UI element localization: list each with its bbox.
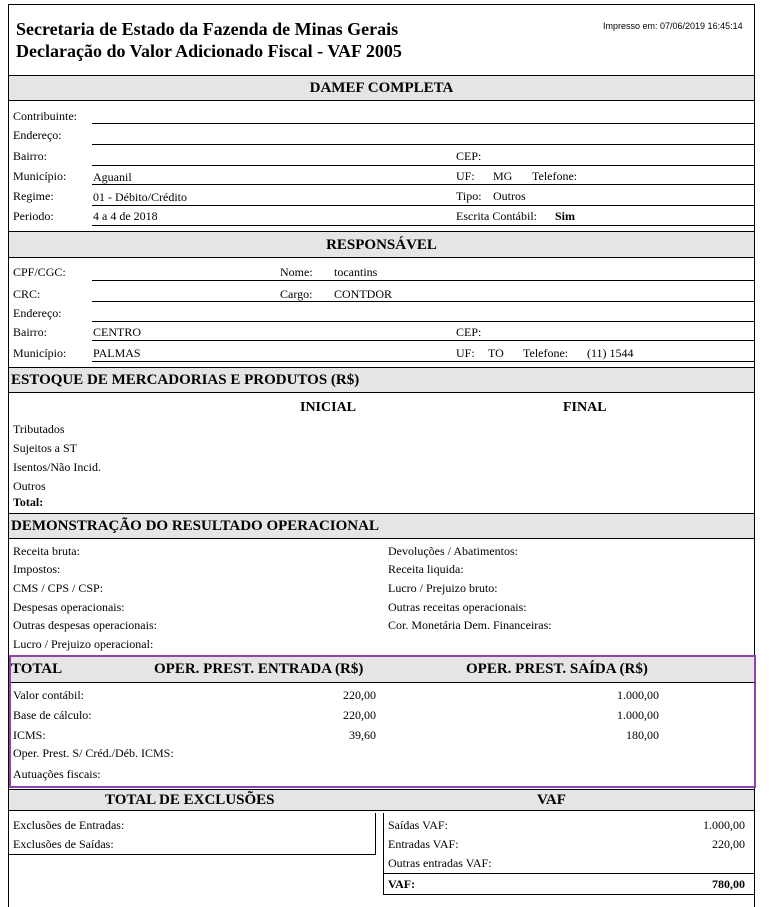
estoque-total-label: Total: [13, 495, 44, 509]
resp-uf-label: UF: [456, 346, 475, 360]
total-row-icms-entrada: 39,60 [349, 728, 376, 742]
dem-impostos: Impostos: [13, 562, 61, 576]
resp-bairro-label: Bairro: [13, 325, 47, 339]
total-row-valor-contabil-label: Valor contábil: [13, 688, 84, 702]
total-row-base-calculo-saida: 1.000,00 [617, 708, 659, 722]
dem-cor-monetaria: Cor. Monetária Dem. Financeiras: [388, 618, 552, 632]
resp-cep-label: CEP: [456, 325, 482, 339]
document-title-line1: Secretaria de Estado da Fazenda de Minas Gerais [16, 19, 399, 39]
municipio-line [92, 184, 754, 185]
periodo-label: Periodo: [13, 209, 54, 223]
resp-telefone-value: (11) 1544 [587, 346, 634, 360]
estoque-header: ESTOQUE DE MERCADORIAS E PRODUTOS (R$) [9, 367, 754, 393]
resp-uf-value: TO [488, 346, 504, 360]
total-col-saida: OPER. PREST. SAÍDA (R$) [466, 661, 648, 677]
vaf-entradas-value: 220,00 [712, 837, 745, 851]
total-row-base-calculo-label: Base de cálculo: [13, 708, 92, 722]
estoque-row-sujeitos-st: Sujeitos a ST [13, 441, 78, 455]
printed-timestamp: Impresso em: 07/06/2019 16:45:14 [603, 21, 743, 31]
periodo-value: 4 a 4 de 2018 [93, 209, 158, 223]
total-header [11, 657, 754, 683]
exclusoes-saidas-label: Exclusões de Saídas: [13, 837, 114, 851]
dem-despesas-operacionais: Despesas operacionais: [13, 600, 125, 614]
dem-outras-despesas: Outras despesas operacionais: [13, 618, 157, 632]
estoque-col-inicial: INICIAL [300, 400, 357, 415]
estoque-col-final: FINAL [563, 400, 607, 415]
exclusoes-entradas-label: Exclusões de Entradas: [13, 818, 125, 832]
tipo-label: Tipo: [456, 189, 482, 203]
total-col-entrada: OPER. PREST. ENTRADA (R$) [154, 661, 364, 677]
document-title-line2: Declaração do Valor Adicionado Fiscal - VAF 2005 [16, 41, 402, 61]
dem-receita-liquida: Receita liquida: [388, 562, 464, 576]
cpf-line [92, 280, 754, 281]
bairro-label: Bairro: [13, 149, 47, 163]
total-row-autuacoes-label: Autuações fiscais: [13, 767, 101, 781]
crc-line [92, 301, 754, 302]
cargo-value: CONTDOR [334, 287, 393, 301]
resp-endereco-line [92, 321, 754, 322]
vaf-total-label: VAF: [388, 877, 416, 891]
nome-label: Nome: [280, 265, 313, 279]
responsavel-header: RESPONSÁVEL [9, 231, 754, 258]
dem-receita-bruta: Receita bruta: [13, 544, 80, 558]
total-row-icms-label: ICMS: [13, 728, 46, 742]
endereco-label: Endereço: [13, 128, 62, 142]
total-row-valor-contabil-entrada: 220,00 [343, 688, 376, 702]
exclusoes-title: TOTAL DE EXCLUSÕES [105, 792, 275, 808]
resp-municipio-label: Município: [13, 346, 67, 360]
contribuinte-label: Contribuinte: [13, 109, 77, 123]
tipo-value: Outros [493, 189, 526, 203]
cpf-cgc-label: CPF/CGC: [13, 265, 66, 279]
contribuinte-line [92, 123, 754, 124]
total-row-oper-prest-label: Oper. Prest. S/ Créd./Déb. ICMS: [13, 746, 174, 760]
telefone-label: Telefone: [532, 169, 578, 183]
municipio-value: Aguanil [93, 170, 132, 184]
total-row-icms-saida: 180,00 [626, 728, 659, 742]
resp-municipio-value: PALMAS [93, 346, 141, 360]
regime-value: 01 - Débito/Crédito [93, 190, 187, 204]
dem-lucro-bruto: Lucro / Prejuizo bruto: [388, 581, 498, 595]
vaf-title: VAF [537, 792, 566, 808]
dem-outras-receitas: Outras receitas operacionais: [388, 600, 527, 614]
escrita-contabil-label: Escrita Contábil: [456, 209, 537, 223]
total-title: TOTAL [11, 661, 63, 677]
damef-header: DAMEF COMPLETA [9, 75, 754, 101]
uf-value: MG [493, 169, 513, 183]
resp-bairro-value: CENTRO [93, 325, 141, 339]
uf-label: UF: [456, 169, 475, 183]
dem-devolucoes: Devoluções / Abatimentos: [388, 544, 518, 558]
vaf-outras-entradas-label: Outras entradas VAF: [388, 856, 492, 870]
resp-endereco-label: Endereço: [13, 306, 62, 320]
dem-cms-cps-csp: CMS / CPS / CSP: [13, 581, 104, 595]
estoque-row-tributados: Tributados [13, 422, 65, 436]
cep-label: CEP: [456, 149, 482, 163]
vaf-saidas-label: Saídas VAF: [388, 818, 448, 832]
total-row-base-calculo-entrada: 220,00 [343, 708, 376, 722]
resp-bairro-line [92, 340, 754, 341]
total-row-valor-contabil-saida: 1.000,00 [617, 688, 659, 702]
vaf-total-divider [384, 873, 754, 874]
vaf-total-value: 780,00 [712, 877, 745, 891]
regime-label: Regime: [13, 189, 54, 203]
dem-lucro-operacional: Lucro / Prejuizo operacional: [13, 637, 154, 651]
crc-label: CRC: [13, 287, 41, 301]
vaf-entradas-label: Entradas VAF: [388, 837, 459, 851]
nome-value: tocantins [334, 265, 378, 279]
resp-telefone-label: Telefone: [523, 346, 569, 360]
endereco-line [92, 144, 754, 145]
municipio-label: Município: [13, 169, 67, 183]
estoque-row-outros: Outros [13, 479, 46, 493]
demonstracao-header: DEMONSTRAÇÃO DO RESULTADO OPERACIONAL [9, 513, 754, 539]
regime-line [92, 205, 754, 206]
cargo-label: Cargo: [280, 287, 313, 301]
vaf-saidas-value: 1.000,00 [703, 818, 745, 832]
exclusoes-vaf-header [9, 789, 754, 811]
escrita-contabil-value: Sim [555, 209, 576, 223]
estoque-row-isentos: Isentos/Não Incid. [13, 460, 101, 474]
resp-municipio-line [92, 361, 754, 362]
bairro-line [92, 165, 754, 166]
periodo-line [92, 225, 754, 226]
